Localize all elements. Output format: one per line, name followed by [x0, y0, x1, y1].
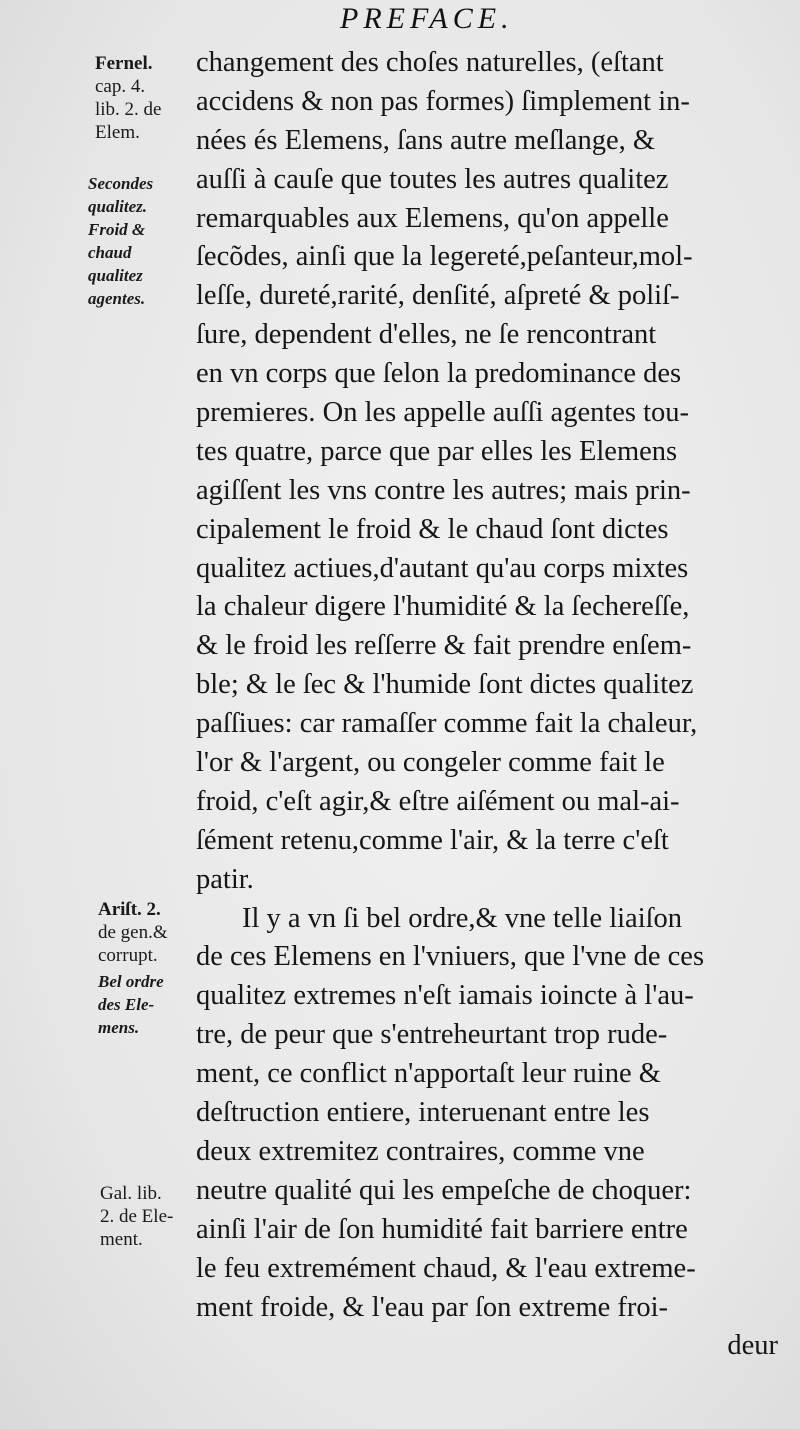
text-line: ſecõdes, ainſi que la legereté,peſanteur,mol- — [196, 241, 693, 273]
text-line: agiſſent les vns contre les autres; mais prin- — [196, 474, 691, 506]
margin-note-bel-ordre — [98, 970, 202, 1039]
text-line: paſſiues: car ramaſſer comme fait la chaleur, — [196, 708, 698, 740]
margin-note-line: Secondes — [88, 174, 154, 193]
text-line: neutre qualité qui les empeſche de choquer: — [196, 1174, 692, 1206]
margin-note-line: Froid & — [88, 220, 146, 239]
text-line: ainſi l'air de ſon humidité fait barriere entre — [196, 1213, 688, 1245]
text-line: de ces Elemens en l'vniuers, que l'vne de ces — [196, 941, 705, 973]
paragraph-1 — [196, 44, 786, 900]
text-line: qualitez actiues,d'autant qu'au corps mixtes — [196, 552, 689, 584]
margin-note-secondes — [88, 172, 192, 310]
margin-note-line: Fernel. — [95, 53, 153, 74]
text-line: Il y a vn ſi bel ordre,& vne telle liaiſon — [242, 902, 683, 934]
margin-note-line: 2. de Ele- — [100, 1206, 174, 1227]
margin-note-line: Gal. lib. — [100, 1183, 162, 1204]
text-line: leſſe, dureté,rarité, denſité, aſpreté & poliſ- — [196, 280, 680, 312]
text-line: la chaleur digere l'humidité & la ſechereſſe, — [196, 591, 690, 623]
text-line: changement des choſes naturelles, (eſtant — [196, 47, 664, 78]
text-line: froid, c'eſt agir,& eſtre aiſément ou mal-ai- — [196, 785, 680, 817]
margin-note-line: qualitez — [88, 266, 143, 285]
text-line: premieres. On les appelle auſſi agentes tou- — [196, 397, 690, 429]
margin-note-line: ment. — [100, 1229, 143, 1250]
margin-note-line: des Ele- — [98, 995, 155, 1014]
text-line: deux extremitez contraires, comme vne — [196, 1135, 645, 1167]
text-line: ble; & le ſec & l'humide ſont dictes qualitez — [196, 669, 694, 701]
margin-note-line: cap. 4. — [95, 76, 146, 97]
text-line: patir. — [196, 863, 254, 895]
margin-note-line: Elem. — [95, 122, 140, 143]
margin-note-line: de gen.& — [98, 922, 168, 943]
text-line: tes quatre, parce que par elles les Elemens — [196, 435, 678, 467]
text-line: l'or & l'argent, ou congeler comme fait le — [196, 747, 665, 779]
text-line: remarquables aux Elemens, qu'on appelle — [196, 202, 669, 234]
text-line: & le froid les reſſerre & fait prendre enſem- — [196, 630, 692, 662]
text-line: tre, de peur que s'entreheurtant trop rude- — [196, 1019, 668, 1051]
text-line: accidens & non pas formes) ſimplement in- — [196, 85, 690, 117]
margin-note-line: mens. — [98, 1018, 140, 1037]
text-line: ſure, dependent d'elles, ne ſe rencontrant — [196, 319, 657, 351]
text-line: deur — [727, 1330, 778, 1362]
text-line: nées és Elemens, ſans autre meſlange, & — [196, 124, 656, 156]
text-line: deſtruction entiere, interuenant entre les — [196, 1097, 650, 1129]
margin-note-gal — [100, 1182, 204, 1251]
text-line: en vn corps que ſelon la predominance des — [196, 358, 682, 390]
text-line: ment froide, & l'eau par ſon extreme froi- — [196, 1291, 669, 1323]
margin-note-arist — [98, 898, 202, 967]
margin-note-line: corrupt. — [98, 945, 158, 966]
margin-note-line: agentes. — [88, 289, 146, 308]
text-line: auſſi à cauſe que toutes les autres qualitez — [196, 163, 669, 195]
body-text — [196, 44, 786, 1366]
paragraph-2 — [196, 900, 786, 1367]
margin-note-line: qualitez. — [88, 197, 148, 216]
margin-note-line: chaud — [88, 243, 132, 262]
margin-note-fernel — [95, 52, 199, 144]
margin-note-line: Bel ordre — [98, 972, 164, 991]
text-line: ſément retenu,comme l'air, & la terre c'eſt — [196, 824, 669, 856]
text-line: ment, ce conflict n'apportaſt leur ruine & — [196, 1058, 661, 1090]
text-line: qualitez extremes n'eſt iamais ioincte à l'au- — [196, 980, 694, 1012]
running-head: PREFACE. — [340, 2, 514, 35]
margin-note-line: Ariſt. 2. — [98, 899, 161, 920]
text-line: le feu extremément chaud, & l'eau extreme- — [196, 1252, 696, 1284]
text-line: cipalement le froid & le chaud ſont dictes — [196, 513, 669, 545]
margin-note-line: lib. 2. de — [95, 99, 162, 120]
